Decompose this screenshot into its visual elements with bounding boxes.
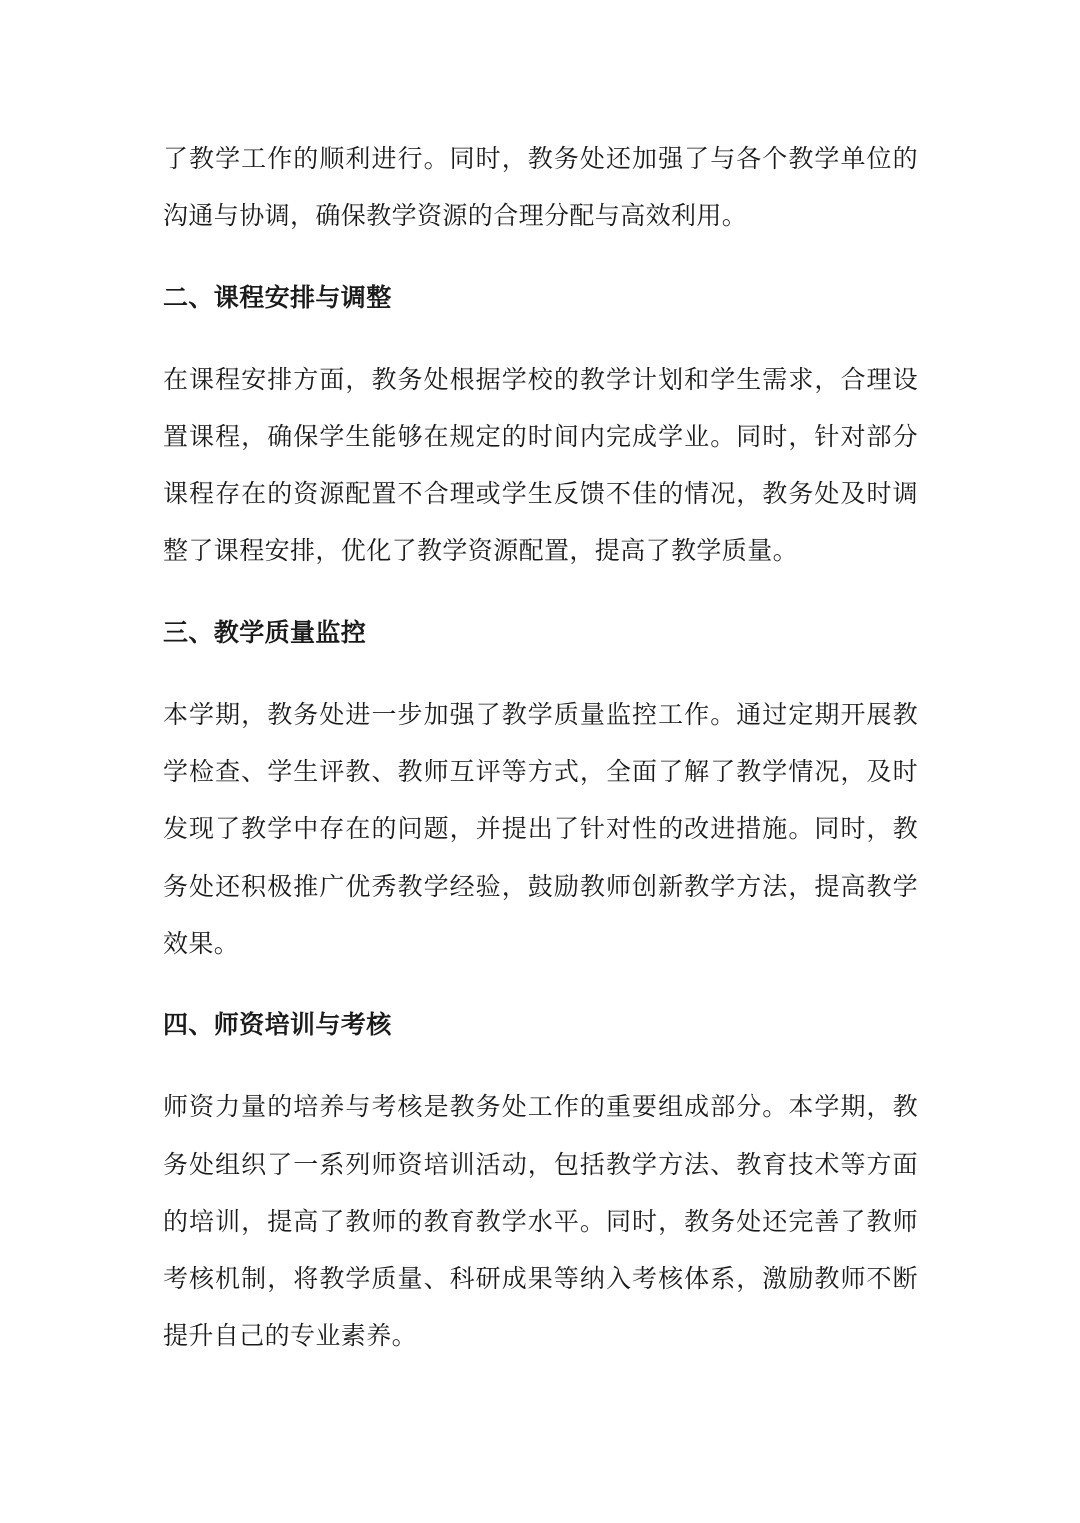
section-paragraph-teacher-training: 师资力量的培养与考核是教务处工作的重要组成部分。本学期，教务处组织了一系列师资培训活动，包括教学方法、教育技术等方面的培训，提高了教师的教育教学水平。同时，教务处还完善了教师考核机制，将教学质量、科研成果等纳入考核体系，激励教师不断提升自己的专业素养。 <box>163 1092 918 1351</box>
section-heading-quality-monitoring: 三、教学质量监控 <box>163 617 367 647</box>
document-body <box>163 130 918 1365</box>
section-heading-course-arrangement: 二、课程安排与调整 <box>163 282 392 312</box>
section-paragraph-course-arrangement: 在课程安排方面，教务处根据学校的教学计划和学生需求，合理设置课程，确保学生能够在规定的时间内完成学业。同时，针对部分课程存在的资源配置不合理或学生反馈不佳的情况，教务处及时调整了课程安排，优化了教学资源配置，提高了教学质量。 <box>163 364 918 566</box>
section-paragraph-quality-monitoring: 本学期，教务处进一步加强了教学质量监控工作。通过定期开展教学检查、学生评教、教师互评等方式，全面了解了教学情况，及时发现了教学中存在的问题，并提出了针对性的改进措施。同时，教务处还积极推广优秀教学经验，鼓励教师创新教学方法，提高教学效果。 <box>163 699 918 958</box>
intro-paragraph: 了教学工作的顺利进行。同时，教务处还加强了与各个教学单位的沟通与协调，确保教学资源的合理分配与高效利用。 <box>163 144 918 231</box>
section-heading-teacher-training: 四、师资培训与考核 <box>163 1010 392 1040</box>
